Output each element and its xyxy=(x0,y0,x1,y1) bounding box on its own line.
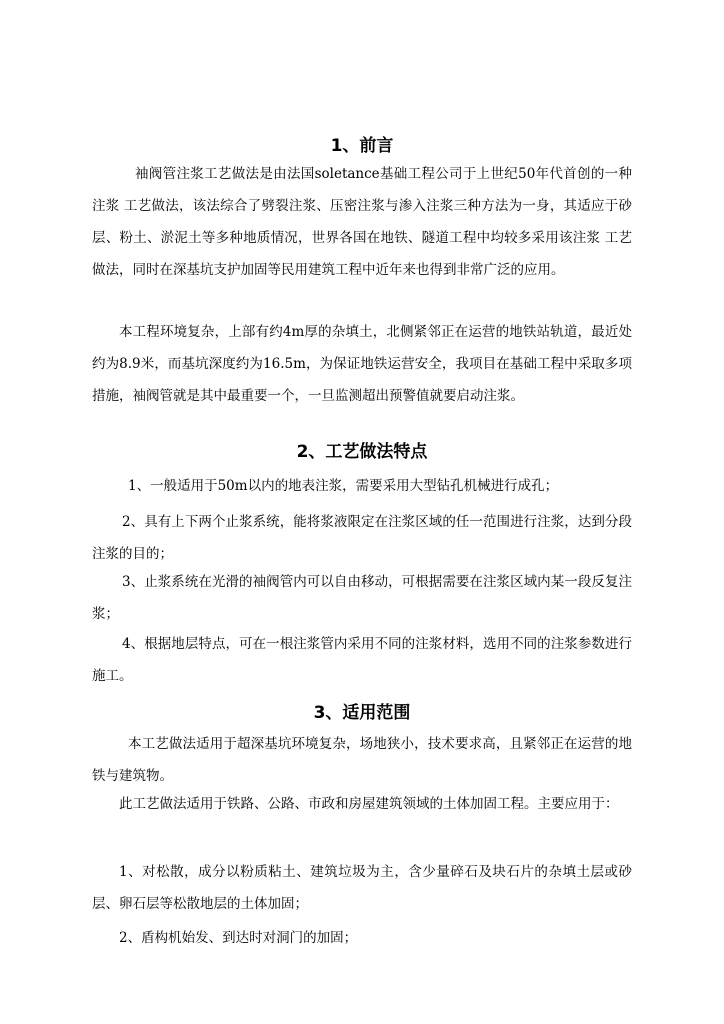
scope-item-1: 1、对松散，成分以粉质粘土、建筑垃圾为主，含少量碎石及块石片的杂填土层或砂层、卵石层等松散地层的土体加固； xyxy=(92,864,632,912)
section-heading-features: 2、工艺做法特点 xyxy=(296,442,428,462)
features-item-1: 1、一般适用于50m以内的地表注浆，需要采用大型钻孔机械进行成孔； xyxy=(128,478,559,494)
scope-item-2: 2、盾构机始发、到达时对洞门的加固； xyxy=(119,930,358,946)
scope-paragraph-2: 此工艺做法适用于铁路、公路、市政和房屋建筑领域的土体加固工程。主要应用于： xyxy=(119,796,619,812)
features-item-3: 3、止浆系统在光滑的袖阀管内可以自由移动，可根据需要在注浆区域内某一段反复注浆； xyxy=(92,574,632,622)
features-item-2: 2、具有上下两个止浆系统，能将浆液限定在注浆区域的任一范围进行注浆，达到分段注浆的目的； xyxy=(92,514,632,562)
preface-paragraph-1: 袖阀管注浆工艺做法是由法国soletance基础工程公司于上世纪50年代首创的一种注浆 工艺做法，该法综合了劈裂注浆、压密注浆与渗入注浆三种方法为一身，其适应于砂层、粉土、淤泥土等多种地质情况，世界各国在地铁、隧道工程中均较多采用该注浆 工艺做法，同时在深基坑支护加固等民用建筑工程中近年来也得到非常广泛的应用。 xyxy=(92,166,632,278)
section-heading-preface: 1、前言 xyxy=(330,136,394,156)
scope-paragraph-1: 本工艺做法适用于超深基坑环境复杂，场地狭小，技术要求高，且紧邻正在运营的地铁与建筑物。 xyxy=(92,736,632,784)
features-item-4: 4、根据地层特点，可在一根注浆管内采用不同的注浆材料，选用不同的注浆参数进行施工。 xyxy=(92,636,632,684)
preface-paragraph-2: 本工程环境复杂，上部有约4m厚的杂填土，北侧紧邻正在运营的地铁站轨道，最近处约为8.9米，而基坑深度约为16.5m，为保证地铁运营安全，我项目在基础工程中采取多项措施，袖阀管就是其中最重要一个，一旦监测超出预警值就要启动注浆。 xyxy=(92,324,632,404)
section-heading-scope: 3、适用范围 xyxy=(313,703,411,723)
